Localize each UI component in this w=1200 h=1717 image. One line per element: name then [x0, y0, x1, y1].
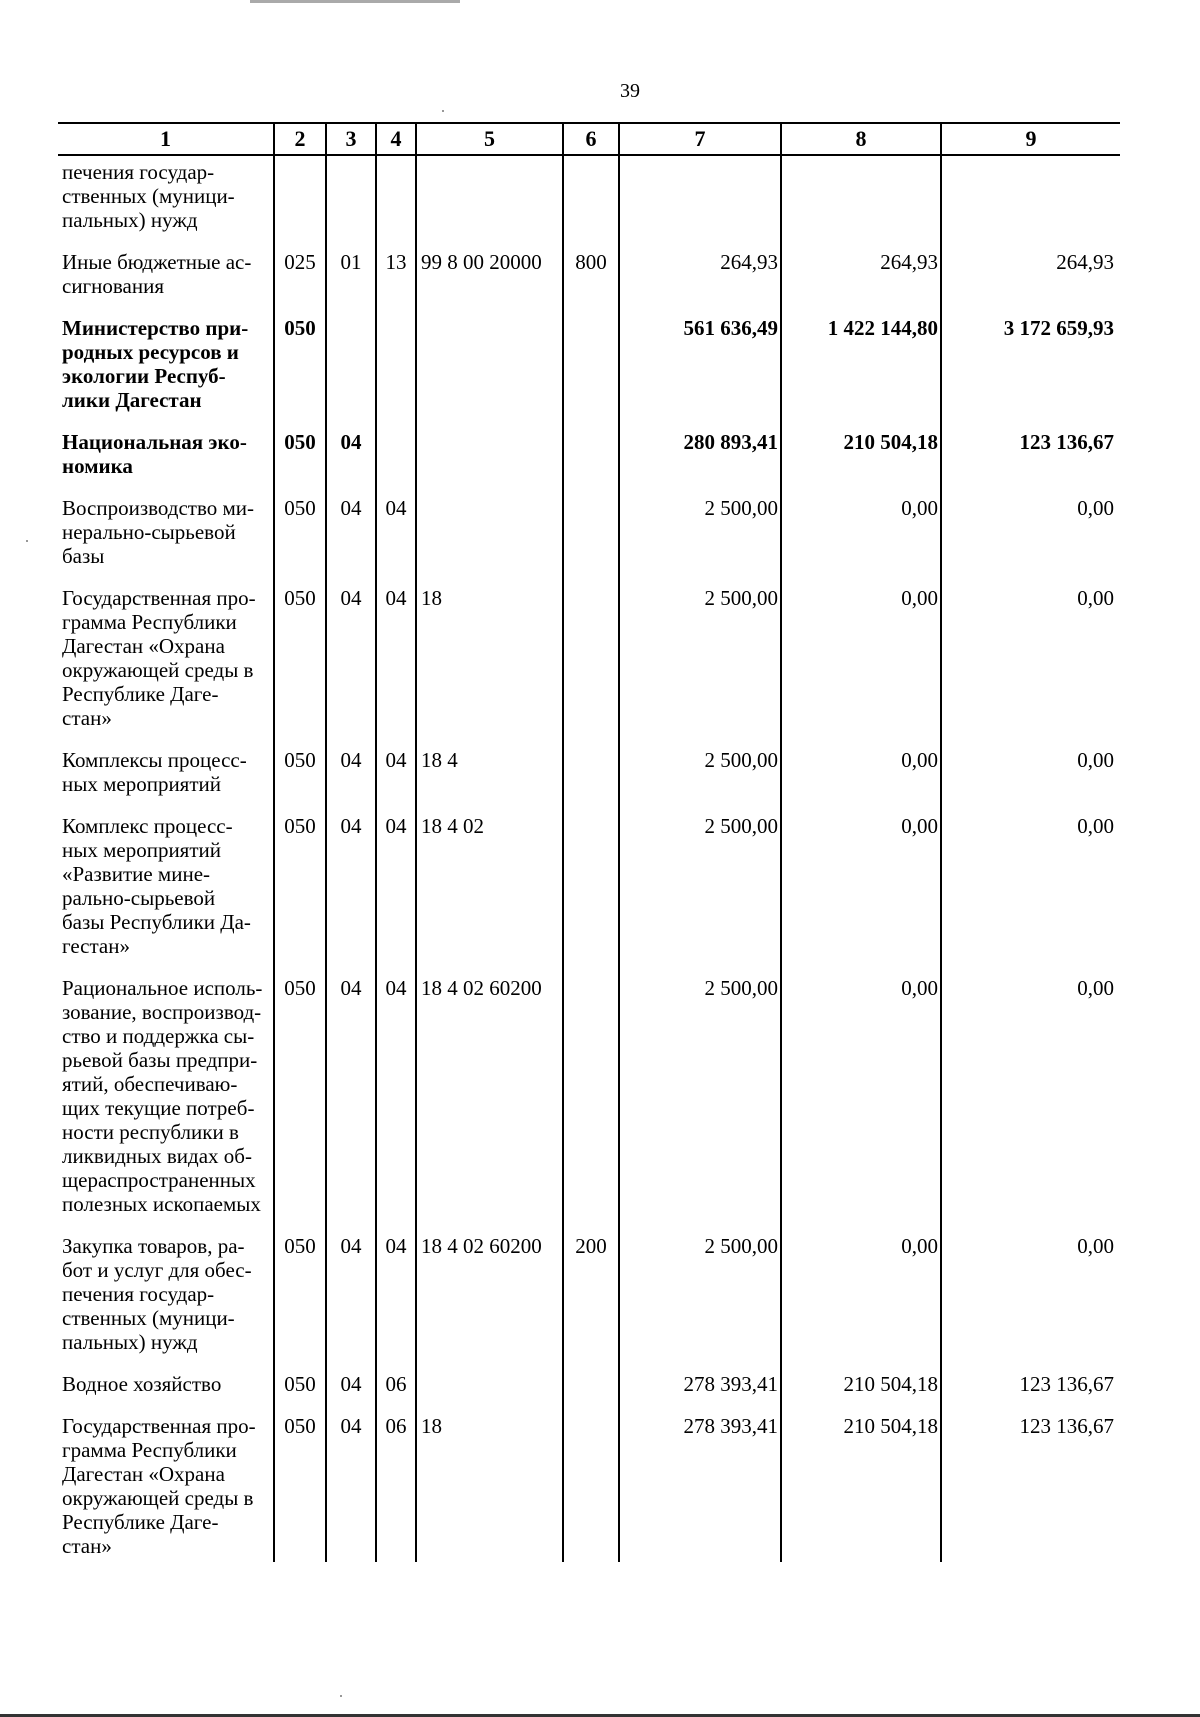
section-cell: 04	[326, 968, 376, 1226]
budget-table	[58, 122, 1120, 1562]
column-header: 8	[781, 123, 941, 155]
admin-code-cell: 050	[274, 488, 326, 578]
section-cell: 04	[326, 1406, 376, 1562]
table-row	[58, 155, 1120, 242]
amount-cell: 0,00	[781, 968, 941, 1226]
row-name-cell: Министерство при- родных ресурсов и экологии Респуб- лики Дагестан	[58, 308, 274, 422]
admin-code-cell	[274, 155, 326, 242]
subsection-cell: 04	[376, 740, 416, 806]
target-article-cell	[416, 488, 563, 578]
row-name-cell: Комплекс процесс- ных мероприятий «Развитие мине- рально-сырьевой базы Республики Да- гестан»	[58, 806, 274, 968]
table-row	[58, 422, 1120, 488]
table-row	[58, 242, 1120, 308]
amount-cell: 123 136,67	[941, 422, 1120, 488]
admin-code-cell: 050	[274, 308, 326, 422]
admin-code-cell: 050	[274, 422, 326, 488]
scan-speck	[340, 1695, 342, 1697]
target-article-cell: 18 4 02 60200	[416, 1226, 563, 1364]
section-cell: 04	[326, 740, 376, 806]
amount-cell: 0,00	[941, 578, 1120, 740]
column-header: 3	[326, 123, 376, 155]
table-row	[58, 1406, 1120, 1562]
row-name-cell: Государственная про- грамма Республики Дагестан «Охрана окружающей среды в Республике Даге- стан»	[58, 1406, 274, 1562]
amount-cell: 0,00	[941, 1226, 1120, 1364]
target-article-cell: 99 8 00 20000	[416, 242, 563, 308]
subsection-cell: 06	[376, 1364, 416, 1406]
amount-cell: 280 893,41	[619, 422, 781, 488]
column-header: 2	[274, 123, 326, 155]
expense-type-cell	[563, 968, 619, 1226]
section-cell: 04	[326, 806, 376, 968]
amount-cell: 0,00	[781, 578, 941, 740]
section-cell: 04	[326, 488, 376, 578]
expense-type-cell	[563, 488, 619, 578]
header-row	[58, 123, 1120, 155]
expense-type-cell	[563, 740, 619, 806]
subsection-cell: 04	[376, 968, 416, 1226]
target-article-cell: 18 4	[416, 740, 563, 806]
expense-type-cell	[563, 578, 619, 740]
amount-cell: 0,00	[941, 806, 1120, 968]
amount-cell: 264,93	[941, 242, 1120, 308]
target-article-cell: 18	[416, 1406, 563, 1562]
admin-code-cell: 025	[274, 242, 326, 308]
amount-cell: 3 172 659,93	[941, 308, 1120, 422]
section-cell: 04	[326, 422, 376, 488]
amount-cell: 0,00	[781, 1226, 941, 1364]
column-header: 9	[941, 123, 1120, 155]
target-article-cell	[416, 1364, 563, 1406]
amount-cell	[781, 155, 941, 242]
table-row	[58, 740, 1120, 806]
table-row	[58, 968, 1120, 1226]
column-header: 5	[416, 123, 563, 155]
amount-cell: 210 504,18	[781, 1364, 941, 1406]
table-row	[58, 308, 1120, 422]
subsection-cell: 06	[376, 1406, 416, 1562]
scan-edge-mark	[250, 0, 460, 3]
amount-cell: 561 636,49	[619, 308, 781, 422]
expense-type-cell	[563, 155, 619, 242]
admin-code-cell: 050	[274, 806, 326, 968]
table-row	[58, 806, 1120, 968]
admin-code-cell: 050	[274, 1364, 326, 1406]
column-header: 4	[376, 123, 416, 155]
subsection-cell	[376, 155, 416, 242]
admin-code-cell: 050	[274, 578, 326, 740]
row-name-cell: Воспроизводство ми- нерально-сырьевой базы	[58, 488, 274, 578]
target-article-cell: 18 4 02	[416, 806, 563, 968]
target-article-cell	[416, 155, 563, 242]
amount-cell: 0,00	[781, 740, 941, 806]
column-header: 1	[58, 123, 274, 155]
amount-cell: 264,93	[781, 242, 941, 308]
row-name-cell: печения государ- ственных (муници- пальных) нужд	[58, 155, 274, 242]
admin-code-cell: 050	[274, 968, 326, 1226]
scan-speck	[442, 110, 444, 112]
amount-cell: 210 504,18	[781, 422, 941, 488]
subsection-cell	[376, 308, 416, 422]
amount-cell: 278 393,41	[619, 1364, 781, 1406]
amount-cell: 264,93	[619, 242, 781, 308]
scan-speck	[26, 540, 28, 542]
expense-type-cell	[563, 422, 619, 488]
admin-code-cell: 050	[274, 740, 326, 806]
table-row	[58, 488, 1120, 578]
expense-type-cell: 800	[563, 242, 619, 308]
amount-cell	[619, 155, 781, 242]
expense-type-cell	[563, 1364, 619, 1406]
expense-type-cell	[563, 308, 619, 422]
amount-cell: 123 136,67	[941, 1364, 1120, 1406]
column-header: 6	[563, 123, 619, 155]
table-row	[58, 578, 1120, 740]
section-cell	[326, 155, 376, 242]
section-cell: 04	[326, 1226, 376, 1364]
row-name-cell: Государственная про- грамма Республики Дагестан «Охрана окружающей среды в Республике Даге- стан»	[58, 578, 274, 740]
amount-cell: 2 500,00	[619, 806, 781, 968]
subsection-cell	[376, 422, 416, 488]
expense-type-cell: 200	[563, 1226, 619, 1364]
section-cell: 04	[326, 1364, 376, 1406]
subsection-cell: 13	[376, 242, 416, 308]
amount-cell: 2 500,00	[619, 578, 781, 740]
table-row	[58, 1364, 1120, 1406]
row-name-cell: Водное хозяйство	[58, 1364, 274, 1406]
column-header: 7	[619, 123, 781, 155]
admin-code-cell: 050	[274, 1406, 326, 1562]
subsection-cell: 04	[376, 806, 416, 968]
section-cell: 04	[326, 578, 376, 740]
section-cell	[326, 308, 376, 422]
amount-cell: 2 500,00	[619, 740, 781, 806]
subsection-cell: 04	[376, 1226, 416, 1364]
amount-cell: 2 500,00	[619, 488, 781, 578]
expense-type-cell	[563, 1406, 619, 1562]
row-name-cell: Закупка товаров, ра- бот и услуг для обес- печения государ- ственных (муници- пальных) нужд	[58, 1226, 274, 1364]
row-name-cell: Национальная эко- номика	[58, 422, 274, 488]
amount-cell: 0,00	[781, 488, 941, 578]
target-article-cell: 18	[416, 578, 563, 740]
amount-cell: 0,00	[781, 806, 941, 968]
subsection-cell: 04	[376, 578, 416, 740]
amount-cell: 2 500,00	[619, 1226, 781, 1364]
amount-cell: 123 136,67	[941, 1406, 1120, 1562]
admin-code-cell: 050	[274, 1226, 326, 1364]
expense-type-cell	[563, 806, 619, 968]
row-name-cell: Иные бюджетные ас- сигнования	[58, 242, 274, 308]
target-article-cell	[416, 422, 563, 488]
amount-cell: 210 504,18	[781, 1406, 941, 1562]
target-article-cell: 18 4 02 60200	[416, 968, 563, 1226]
amount-cell	[941, 155, 1120, 242]
subsection-cell: 04	[376, 488, 416, 578]
row-name-cell: Рациональное исполь- зование, воспроизвод- ство и поддержка сы- рьевой базы предпри- ятий, обеспечиваю- щих текущие потреб- ности республики в ликвидных видах об- щераспространенных полезных ископаемых	[58, 968, 274, 1226]
section-cell: 01	[326, 242, 376, 308]
amount-cell: 278 393,41	[619, 1406, 781, 1562]
amount-cell: 0,00	[941, 488, 1120, 578]
table-row	[58, 1226, 1120, 1364]
amount-cell: 1 422 144,80	[781, 308, 941, 422]
amount-cell: 0,00	[941, 740, 1120, 806]
amount-cell: 0,00	[941, 968, 1120, 1226]
target-article-cell	[416, 308, 563, 422]
page-number: 39	[620, 80, 640, 102]
amount-cell: 2 500,00	[619, 968, 781, 1226]
row-name-cell: Комплексы процесс- ных мероприятий	[58, 740, 274, 806]
